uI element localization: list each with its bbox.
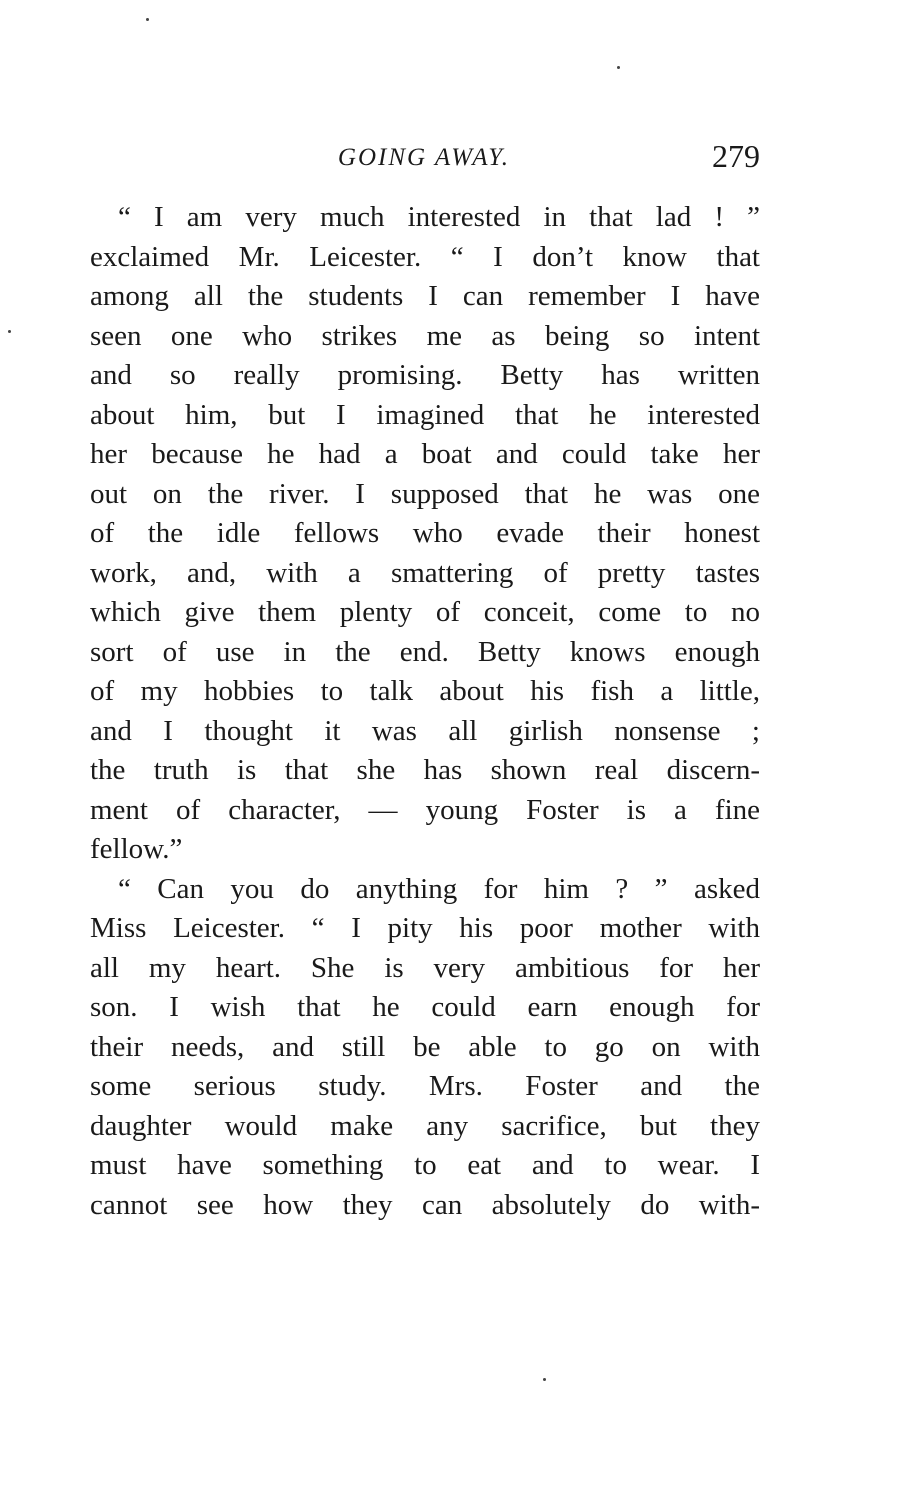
text-line: and so really promising. Betty has written — [90, 359, 760, 391]
paper-speck — [146, 18, 149, 21]
running-title: GOING AWAY. — [337, 144, 511, 171]
text-line: “ I am very much interested in that lad ! ” — [118, 201, 760, 233]
page-number: 279 — [712, 138, 760, 174]
text-line: her because he had a boat and could take her — [90, 438, 760, 470]
text-line: sort of use in the end. Betty knows enough — [90, 635, 760, 668]
text-line: son. I wish that he could earn enough for — [90, 991, 760, 1023]
text-line: their needs, and still be able to go on with — [90, 1030, 760, 1063]
text-line: the truth is that she has shown real discern- — [90, 754, 760, 786]
text-line: seen one who strikes me as being so intent — [90, 319, 760, 352]
text-line: and I thought it was all girlish nonsense ; — [90, 714, 760, 747]
paper-speck — [8, 330, 11, 333]
text-line: about him, but I imagined that he interested — [90, 398, 760, 431]
text-line: among all the students I can remember I have — [90, 280, 760, 312]
text-line: fellow.” — [90, 833, 183, 865]
text-line: must have something to eat and to wear. I — [90, 1149, 760, 1181]
body-text — [90, 198, 760, 1225]
text-line: out on the river. I supposed that he was one — [90, 477, 760, 510]
text-line: ment of character, — young Foster is a fine — [90, 793, 760, 826]
text-line: Miss Leicester. “ I pity his poor mother with — [90, 912, 760, 944]
paper-speck — [617, 66, 620, 69]
text-line: which give them plenty of conceit, come to no — [90, 596, 760, 628]
text-line: of the idle fellows who evade their honest — [90, 517, 760, 549]
text-line: of my hobbies to talk about his fish a little, — [90, 675, 760, 707]
text-line: “ Can you do anything for him ? ” asked — [118, 872, 760, 905]
text-line: work, and, with a smattering of pretty tastes — [90, 556, 760, 589]
text-line: some serious study. Mrs. Foster and the — [90, 1070, 760, 1102]
text-line: all my heart. She is very ambitious for her — [90, 951, 760, 984]
text-line: exclaimed Mr. Leicester. “ I don’t know that — [90, 240, 760, 273]
text-line: cannot see how they can absolutely do with- — [90, 1188, 760, 1221]
running-head — [88, 138, 760, 180]
text-line: daughter would make any sacrifice, but they — [90, 1109, 760, 1142]
paper-speck — [543, 1378, 546, 1381]
